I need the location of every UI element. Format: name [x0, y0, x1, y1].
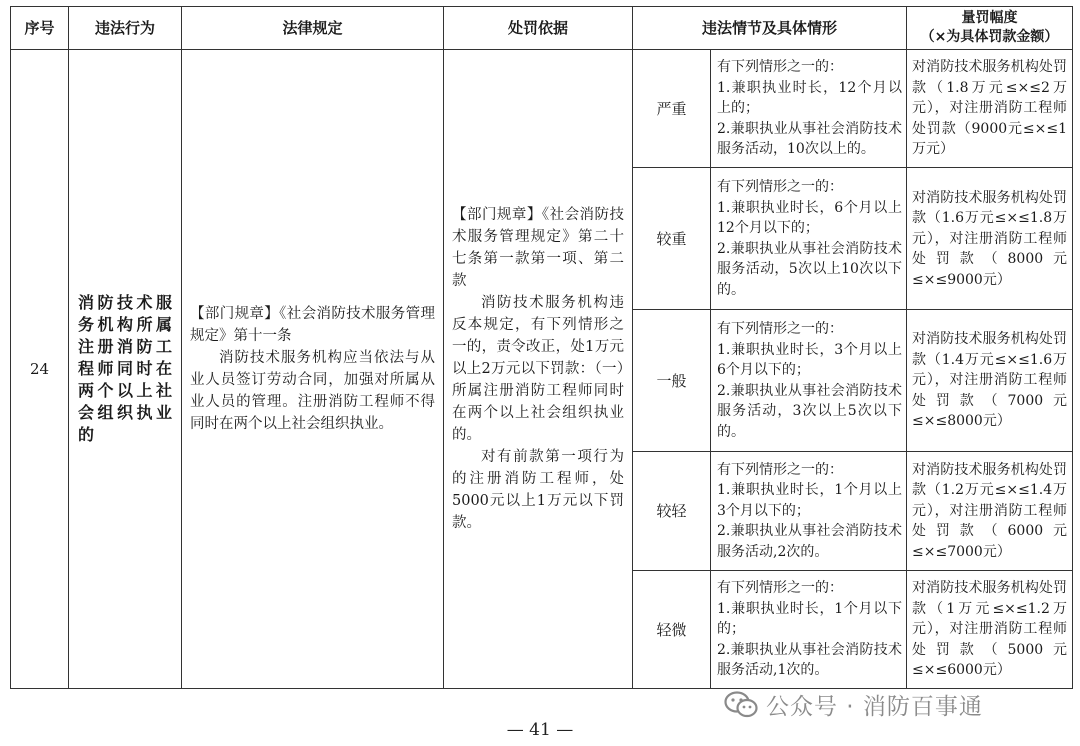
violation-behavior: 消防技术服务机构所属注册消防工程师同时在两个以上社会组织执业的: [69, 50, 182, 689]
header-no: 序号: [11, 7, 69, 50]
page-number: — 41 —: [506, 720, 574, 740]
level-circumstance: 有下列情形之一的： 1.兼职执业时长，3个月以上6个月以下的； 2.兼职执业从事社会消防技术服务活动，3次以上5次以下的。: [711, 310, 907, 452]
level-fine-range: 对消防技术服务机构处罚款（1.2万元≤×≤1.4万元），对注册消防工程师处罚款（6000元≤×≤7000元）: [907, 452, 1073, 570]
header-range: [907, 7, 1073, 50]
level-circumstance: 有下列情形之一的： 1.兼职执业时长，1个月以上3个月以下的； 2.兼职执业从事社会消防技术服务活动,2次的。: [711, 452, 907, 570]
penalty-basis: [444, 50, 633, 689]
level-fine-range: 对消防技术服务机构处罚款（1万元≤×≤1.2万元），对注册消防工程师处罚款（5000元≤×≤6000元）: [907, 570, 1073, 688]
legal-provision-source: 【部门规章】《社会消防技术服务管理规定》第十一条: [190, 306, 435, 344]
penalty-table: [10, 6, 1073, 689]
penalty-basis-text: 消防技术服务机构违反本规定，有下列情形之一的，责令改正，处1万元以上2万元以下罚款：（一）所属注册消防工程师同时在两个以上社会组织执业的。: [452, 295, 624, 443]
level-fine-range: 对消防技术服务机构处罚款（1.4万元≤×≤1.6万元），对注册消防工程师处罚款（7000元≤×≤8000元）: [907, 310, 1073, 452]
table-row: [11, 50, 1073, 168]
header-range-title: 量罚幅度: [961, 10, 1018, 26]
watermark-text: 公众号 · 消防百事通: [766, 694, 983, 720]
level-circumstance: 有下列情形之一的： 1.兼职执业时长，1个月以下的； 2.兼职执业从事社会消防技术服务活动,1次的。: [711, 570, 907, 688]
level-circumstance: 有下列情形之一的： 1.兼职执业时长，6个月以上12个月以下的； 2.兼职执业从事社会消防技术服务活动，5次以上10次以下的。: [711, 168, 907, 310]
header-basis: 处罚依据: [444, 7, 633, 50]
header-circumstance: 违法情节及具体情形: [633, 7, 907, 50]
legal-provision-text: 消防技术服务机构应当依法与从业人员签订劳动合同，加强对所属从业人员的管理。注册消防工程师不得同时在两个以上社会组织执业。: [190, 350, 435, 432]
level-label: 严重: [633, 50, 711, 168]
wechat-icon: [724, 691, 758, 719]
header-row: [11, 7, 1073, 50]
header-range-note: （×为具体罚款金额）: [920, 29, 1059, 45]
header-law: 法律规定: [182, 7, 444, 50]
watermark: [724, 688, 983, 721]
penalty-basis-source: 【部门规章】《社会消防技术服务管理规定》第二十七条第一款第一项、第二款: [452, 207, 624, 289]
level-label: 较重: [633, 168, 711, 310]
header-behavior: 违法行为: [69, 7, 182, 50]
level-label: 较轻: [633, 452, 711, 570]
penalty-basis-text-2: 对有前款第一项行为的注册消防工程师，处5000元以上1万元以下罚款。: [452, 449, 624, 531]
level-fine-range: 对消防技术服务机构处罚款（1.8万元≤×≤2万元），对注册消防工程师处罚款（9000元≤×≤1万元）: [907, 50, 1073, 168]
level-label: 一般: [633, 310, 711, 452]
row-number: 24: [11, 50, 69, 689]
legal-provision: [182, 50, 444, 689]
level-circumstance: 有下列情形之一的： 1.兼职执业时长，12个月以上的； 2.兼职执业从事社会消防技术服务活动，10次以上的。: [711, 50, 907, 168]
level-label: 轻微: [633, 570, 711, 688]
level-fine-range: 对消防技术服务机构处罚款（1.6万元≤×≤1.8万元），对注册消防工程师处罚款（8000元≤×≤9000元）: [907, 168, 1073, 310]
